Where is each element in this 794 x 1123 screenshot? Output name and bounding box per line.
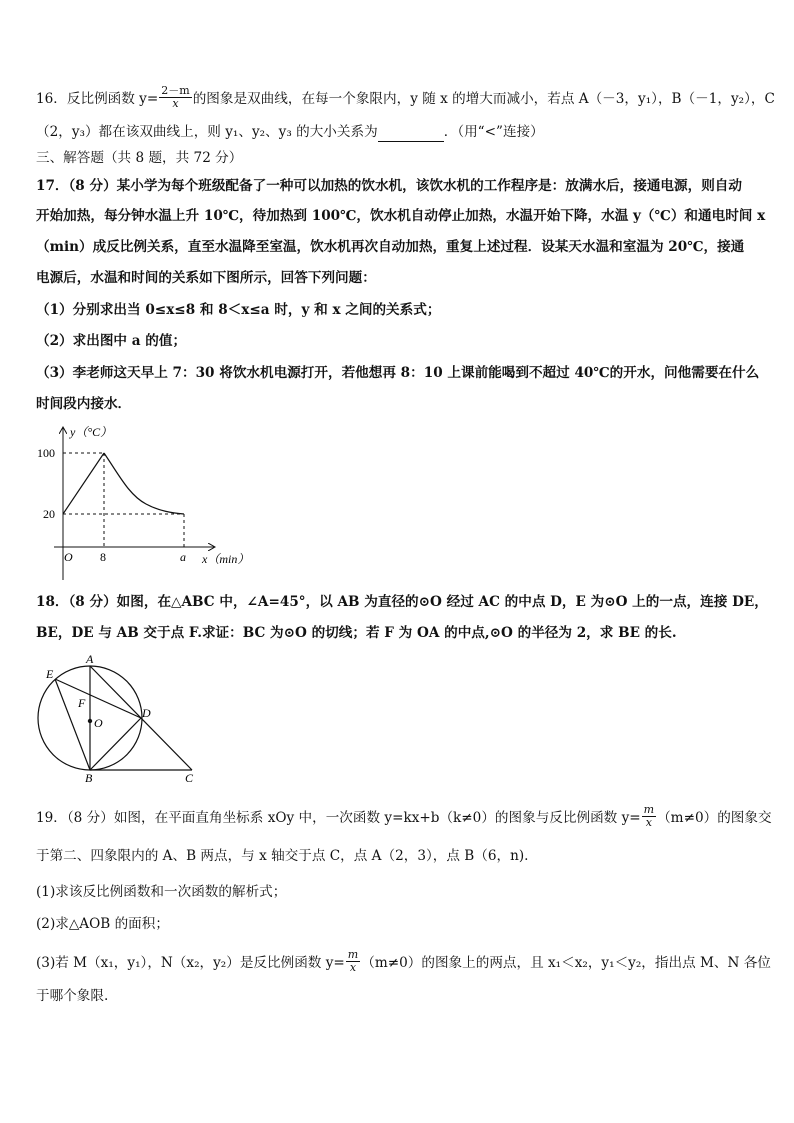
q16-line2-pre: （2，y₃）都在该双曲线上，则 y₁、y₂、y₃ 的大小关系为: [36, 124, 378, 140]
q19-part3-post: （m≠0）的图象上的两点，且 x₁＜x₂，y₁＜y₂，指出点 M、N 各位: [361, 955, 771, 971]
q19-part3-pre: (3)若 M（x₁，y₁），N（x₂，y₂）是反比例函数 y=: [36, 955, 345, 971]
q18-line2: BE，DE 与 AB 交于点 F.求证：BC 为⊙O 的切线；若 F 为 OA 的中点,⊙O 的半径为 2，求 BE 的长.: [36, 625, 677, 641]
q17-line2: 开始加热，每分钟水温上升 10℃，待加热到 100℃，饮水机自动停止加热，水温开始下降，水温 y（℃）和通电时间 x: [36, 208, 766, 224]
q17-part2: （2）求出图中 a 的值；: [36, 333, 187, 349]
tick-a: a: [180, 550, 186, 564]
q19-line1: [36, 803, 772, 831]
label-b: B: [85, 771, 93, 785]
q19-part3-frac-den: x: [349, 961, 357, 974]
label-a: A: [86, 652, 94, 666]
label-d: D: [142, 706, 151, 720]
x-axis-label: x（min）: [202, 552, 250, 566]
tick-8: 8: [100, 550, 106, 564]
tick-100: 100: [37, 446, 55, 460]
q17-part3-line1: （3）李老师这天早上 7：30 将饮水机电源打开，若他想再 8：10 上课前能喝到不超过 40℃的开水，问他需要在什么: [36, 365, 760, 381]
q17-line4: 电源后，水温和时间的关系如下图所示，回答下列问题：: [36, 270, 376, 286]
q16-lead: 16．反比例函数 y=: [36, 91, 159, 107]
q18-line1: 18．（8 分）如图，在△ABC 中，∠A=45°，以 AB 为直径的⊙O 经过 AC 的中点 D，E 为⊙O 上的一点，连接 DE，: [36, 594, 768, 610]
heating-line: [63, 453, 104, 514]
q16-answer-blank[interactable]: [378, 127, 444, 142]
cooling-curve: [104, 453, 184, 514]
q16-tail: 的图象是双曲线，在每一个象限内，y 随 x 的增大而减小，若点 A（－3，y₁），B（－1，y₂），C: [192, 91, 775, 107]
q19-line1-pre: 19．（8 分）如图，在平面直角坐标系 xOy 中，一次函数 y=kx+b（k≠0）的图象与反比例函数 y=: [36, 810, 641, 826]
label-f: F: [78, 696, 86, 710]
q19-line1-post: （m≠0）的图象交: [657, 810, 772, 826]
q16-line2-post: ．（用“<”连接）: [443, 124, 544, 140]
q18-circle-figure: [30, 650, 210, 785]
q17-line3: （min）成反比例关系，直至水温降至室温，饮水机再次自动加热，重复上述过程．设某天水温和室温为 20℃，接通: [36, 239, 745, 255]
q19-part1: (1)求该反比例函数和一次函数的解析式；: [36, 884, 287, 900]
q19-part3-line1: [36, 948, 771, 976]
origin-label: O: [64, 550, 73, 564]
q19-part3-frac-num: m: [347, 948, 359, 961]
q16-fraction: [159, 85, 191, 110]
q19-part2: (2)求△AOB 的面积；: [36, 916, 169, 932]
q16-frac-den: x: [172, 97, 179, 110]
label-c: C: [185, 771, 194, 785]
q19-line2: 于第二、四象限内的 A、B 两点，与 x 轴交于点 C，点 A（2，3），点 B（6，n).: [36, 848, 529, 864]
label-e: E: [46, 667, 54, 681]
q19-fraction: [642, 804, 656, 829]
center-dot: [88, 719, 92, 723]
q16-frac-num: 2－m: [161, 84, 190, 97]
q16-line1: [36, 84, 775, 112]
y-axis-label: y（°C）: [70, 425, 113, 439]
q19-part3-line2: 于哪个象限.: [36, 988, 109, 1004]
q16-line2: [36, 122, 760, 142]
q17-part3-line2: 时间段内接水．: [36, 396, 132, 412]
q17-part1: （1）分别求出当 0≤x≤8 和 8＜x≤a 时，y 和 x 之间的关系式；: [36, 302, 441, 318]
section-title: 三、解答题（共 8 题，共 72 分）: [36, 150, 243, 166]
q17-line1: 17．（8 分）某小学为每个班级配备了一种可以加热的饮水机，该饮水机的工作程序是：放满水后，接通电源，则自动: [36, 178, 742, 194]
q17-temperature-graph: [34, 420, 274, 585]
tick-20: 20: [43, 507, 55, 521]
q19-frac-den: x: [645, 816, 652, 829]
q19-part3-fraction: [346, 949, 360, 974]
label-o: O: [94, 716, 103, 730]
q19-frac-num: m: [643, 803, 655, 816]
